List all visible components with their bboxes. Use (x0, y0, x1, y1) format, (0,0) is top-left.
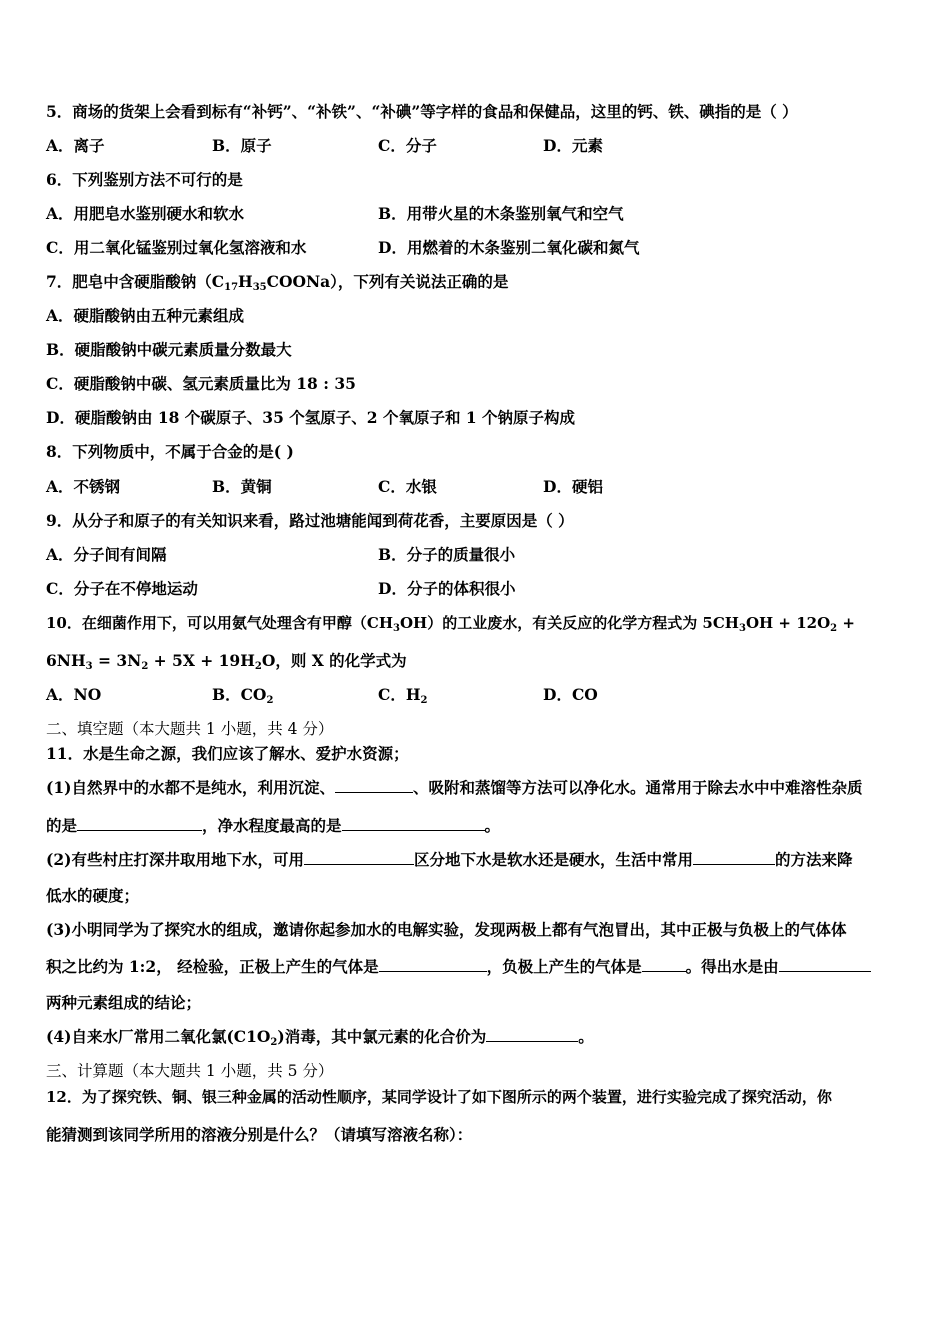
answer-blank[interactable] (304, 850, 414, 865)
q10-option-b: B．$CO_2$ (212, 685, 274, 706)
q11-part-1-line-1: (1)自然界中的水都不是纯水，利用沉淀、 、吸附和蒸馏等方法可以净化水。通常用于除去水中中难溶性杂质 (46, 778, 863, 797)
q10-option-d: D．CO (543, 685, 598, 704)
q6-option-c: C．用二氧化锰鉴别过氧化氢溶液和水 (46, 238, 307, 257)
q10-option-a: A．NO (46, 685, 102, 704)
q5-option-c: C．分子 (378, 136, 437, 155)
q11-part-2-line-1: (2)有些村庄打深井取用地下水，可用 区分地下水是软水还是硬水，生活中常用 的方法来降 (46, 850, 853, 869)
question-12-line-1: 12．为了探究铁、铜、银三种金属的活动性顺序，某同学设计了如下图所示的两个装置，进行实验完成了探究活动，你 (46, 1088, 832, 1106)
q9-option-c: C．分子在不停地运动 (46, 579, 198, 598)
question-9-stem: 9．从分子和原子的有关知识来看，路过池塘能闻到荷花香，主要原因是（ ） (46, 511, 574, 530)
q6-option-a: A．用肥皂水鉴别硬水和软水 (46, 204, 245, 223)
question-7-stem: 7．肥皂中含硬脂酸钠$(C_{17}H_{35}COONa)$，下列有关说法正确的是 (46, 272, 509, 293)
q7-option-a: A．硬脂酸钠由五种元素组成 (46, 306, 245, 325)
question-8-stem: 8．下列物质中，不属于合金的是( ) (46, 442, 294, 461)
q8-option-d: D．硬铝 (543, 477, 603, 496)
q11-part-3-line-2: 积之比约为 1:2， 经检验，正极上产生的气体是 ，负极上产生的气体是 。得出水是由 (46, 957, 871, 977)
answer-blank[interactable] (77, 816, 202, 831)
q8-option-b: B．黄铜 (212, 477, 272, 496)
q8-option-c: C．水银 (378, 477, 437, 496)
q11-part-3-line-3: 两种元素组成的结论； (46, 993, 202, 1012)
answer-blank[interactable] (379, 957, 487, 972)
question-10-line-1: 10．在细菌作用下，可以用氨气处理含有甲醇$(CH_3OH)$的工业废水，有关反应的化学方程式为 $5CH_3OH + 12O_2$ + (46, 614, 855, 634)
section-2-heading: 二、填空题（本大题共 1 小题，共 4 分） (46, 720, 334, 738)
question-12-line-2: 能猜测到该同学所用的溶液分别是什么？（请填写溶液名称）： (46, 1125, 473, 1144)
q9-option-a: A．分子间有间隔 (46, 545, 167, 564)
question-11-stem: 11．水是生命之源，我们应该了解水、爱护水资源； (46, 744, 409, 763)
answer-blank[interactable] (486, 1027, 578, 1042)
q11-part-4: (4)自来水厂常用二氧化氯$(C1O_2)$消毒，其中氯元素的化合价为 。 (46, 1027, 594, 1048)
question-10-line-2: $6NH_3 = 3N_2 + 5X + 19H_2O$，则 X 的化学式为 (46, 651, 407, 672)
question-5-stem: 5．商场的货架上会看到标有“补钙”、“补铁”、“补碘”等字样的食品和保健品，这里的钙、铁、碘指的是（ ） (46, 102, 798, 121)
question-6-stem: 6．下列鉴别方法不可行的是 (46, 170, 243, 189)
q7-option-c: C．硬脂酸钠中碳、氢元素质量比为 18 : 35 (46, 374, 356, 393)
q5-option-b: B．原子 (212, 136, 272, 155)
answer-blank[interactable] (693, 850, 775, 865)
q11-part-2-line-2: 低水的硬度； (46, 886, 140, 905)
q6-option-d: D．用燃着的木条鉴别二氧化碳和氮气 (378, 238, 640, 257)
answer-blank[interactable] (335, 778, 413, 793)
q9-option-d: D．分子的体积很小 (378, 579, 516, 598)
answer-blank[interactable] (342, 816, 485, 831)
q11-part-1-line-2: 的是 ，净水程度最高的是 。 (46, 816, 501, 835)
answer-blank[interactable] (779, 957, 871, 972)
q11-part-3-line-1: (3)小明同学为了探究水的组成，邀请你起参加水的电解实验，发现两极上都有气泡冒出，其中正极与负极上的气体体 (46, 920, 847, 939)
q8-option-a: A．不锈钢 (46, 477, 121, 496)
q5-option-a: A．离子 (46, 136, 105, 155)
q9-option-b: B．分子的质量很小 (378, 545, 516, 564)
section-3-heading: 三、计算题（本大题共 1 小题，共 5 分） (46, 1062, 334, 1080)
q10-option-c: C．$H_2$ (378, 685, 428, 706)
answer-blank[interactable] (642, 957, 686, 972)
q7-option-d: D．硬脂酸钠由 18 个碳原子、35 个氢原子、2 个氧原子和 1 个钠原子构成 (46, 408, 576, 427)
q6-option-b: B．用带火星的木条鉴别氧气和空气 (378, 204, 624, 223)
q7-option-b: B．硬脂酸钠中碳元素质量分数最大 (46, 340, 292, 359)
q5-option-d: D．元素 (543, 136, 603, 155)
